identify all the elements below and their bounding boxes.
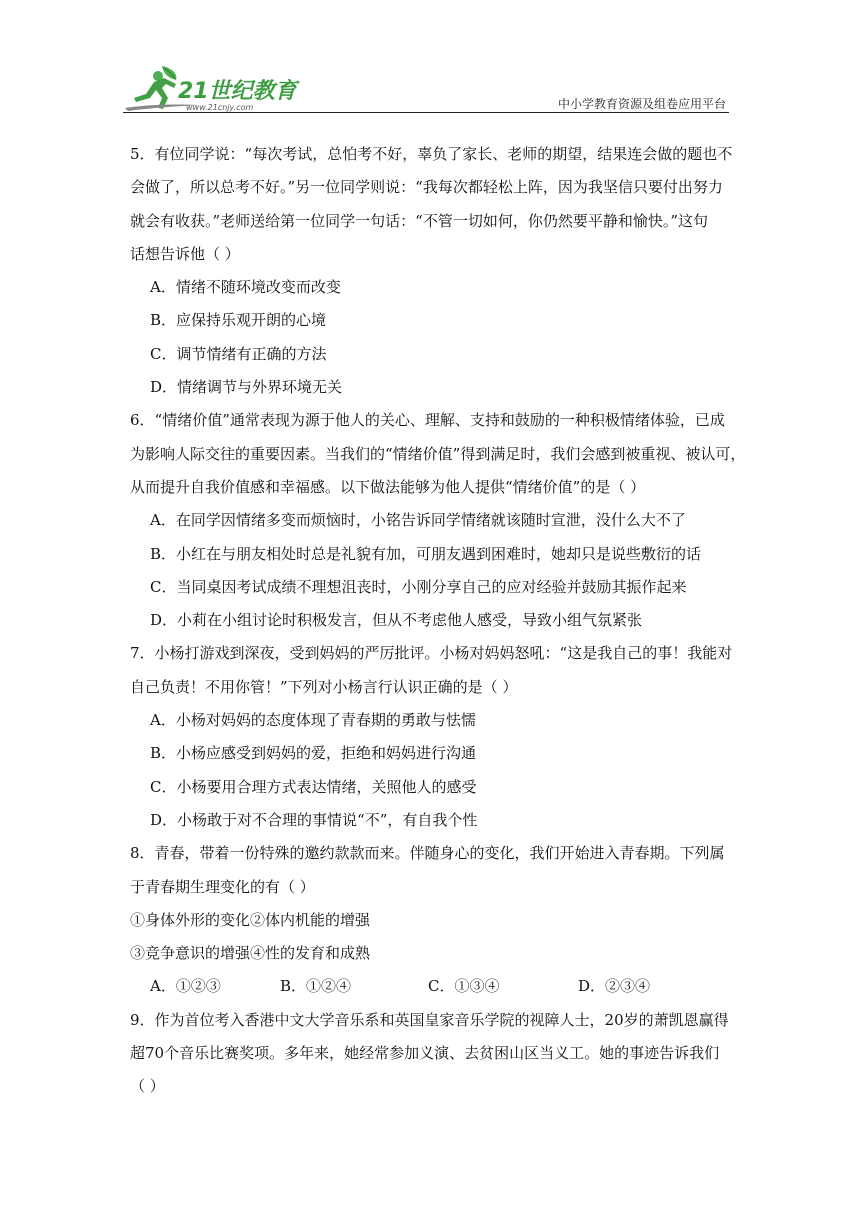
question-stem-line: 会做了，所以总考不好。”另一位同学则说：“我每次都轻松上阵，因为我坚信只要付出努力: [130, 178, 723, 197]
question-stem-line: 从而提升自我价值感和幸福感。以下做法能够为他人提供“情绪价值”的是（ ）: [130, 477, 646, 496]
option-b: B．小杨应感受到妈妈的爱，拒绝和妈妈进行沟通: [150, 744, 477, 763]
option-b: B．①②④: [280, 977, 352, 996]
option-a: A．①②③: [150, 977, 221, 996]
option-c: C．①③④: [428, 977, 500, 996]
question-stem-line: 就会有收获。”老师送给第一位同学一句话：“不管一切如何，你仍然要平静和愉快。”这句: [130, 211, 709, 230]
option-c: C．小杨要用合理方式表达情绪，关照他人的感受: [150, 777, 477, 796]
question-stem-line: 自己负责！不用你管！”下列对小杨言行认识正确的是（ ）: [130, 677, 518, 696]
question-8: [130, 837, 738, 1003]
question-item-line: ③竞争意识的增强④性的发育和成熟: [130, 944, 371, 963]
question-stem-line: 7．小杨打游戏到深夜，受到妈妈的严厉批评。小杨对妈妈怒吼：“这是我自己的事！我能对: [130, 644, 733, 663]
question-stem-line: 8．青春，带着一份特殊的邀约款款而来。伴随身心的变化，我们开始进入青春期。下列属: [130, 844, 725, 863]
header-divider: [123, 112, 729, 113]
question-stem-line: 超70个音乐比赛奖项。多年来，她经常参加义演、去贫困山区当义工。她的事迹告诉我们: [130, 1044, 720, 1063]
option-a: A．情绪不随环境改变而改变: [150, 278, 341, 297]
logo-text: 21世纪教育: [178, 79, 297, 104]
question-stem-line: 话想告诉他（ ）: [130, 244, 240, 263]
option-d: D．小杨敢于对不合理的事情说“不”，有自我个性: [150, 810, 478, 829]
option-b: B．应保持乐观开朗的心境: [150, 311, 327, 330]
option-d: D．小莉在小组讨论时积极发言，但从不考虑他人感受，导致小组气氛紧张: [150, 611, 643, 630]
question-6: [130, 404, 746, 637]
question-stem-line: 为影响人际交往的重要因素。当我们的“情绪价值”得到满足时，我们会感到被重视、被认可，: [130, 444, 746, 463]
inline-options: [130, 970, 738, 1003]
question-list: [130, 138, 746, 1104]
page-header: [0, 0, 860, 120]
option-c: C．当同桌因考试成绩不理想沮丧时，小刚分享自己的应对经验并鼓励其振作起来: [150, 577, 687, 596]
logo-url: www.21cnjy.com: [186, 103, 254, 112]
question-stem-line: 于青春期生理变化的有（ ）: [130, 877, 315, 896]
21cnjy-logo: [120, 64, 310, 114]
question-stem-line: 6．“情绪价值”通常表现为源于他人的关心、理解、支持和鼓励的一种积极情绪体验，已成: [130, 411, 725, 430]
option-a: A．小杨对妈妈的态度体现了青春期的勇敢与怯懦: [150, 711, 476, 730]
question-9: [130, 1004, 738, 1104]
option-d: D．情绪调节与外界环境无关: [150, 378, 343, 397]
option-a: A．在同学因情绪多变而烦恼时，小铭告诉同学情绪就该随时宣泄，没什么大不了: [150, 511, 686, 530]
option-b: B．小红在与朋友相处时总是礼貌有加，可朋友遇到困难时，她却只是说些敷衍的话: [150, 544, 702, 563]
option-d: D．②③④: [578, 977, 651, 996]
option-c: C．调节情绪有正确的方法: [150, 344, 327, 363]
question-5: [130, 138, 738, 404]
question-stem-line: 5．有位同学说：“每次考试，总怕考不好，辜负了家长、老师的期望，结果连会做的题也不: [130, 145, 733, 163]
question-stem-line: 9．作为首位考入香港中文大学音乐系和英国皇家音乐学院的视障人士，20岁的萧凯恩赢得: [130, 1010, 729, 1029]
question-stem-line: （ ）: [130, 1077, 165, 1096]
question-item-line: ①身体外形的变化②体内机能的增强: [130, 910, 371, 929]
question-7: [130, 637, 738, 837]
platform-name: 中小学教育资源及组卷应用平台: [557, 97, 726, 111]
